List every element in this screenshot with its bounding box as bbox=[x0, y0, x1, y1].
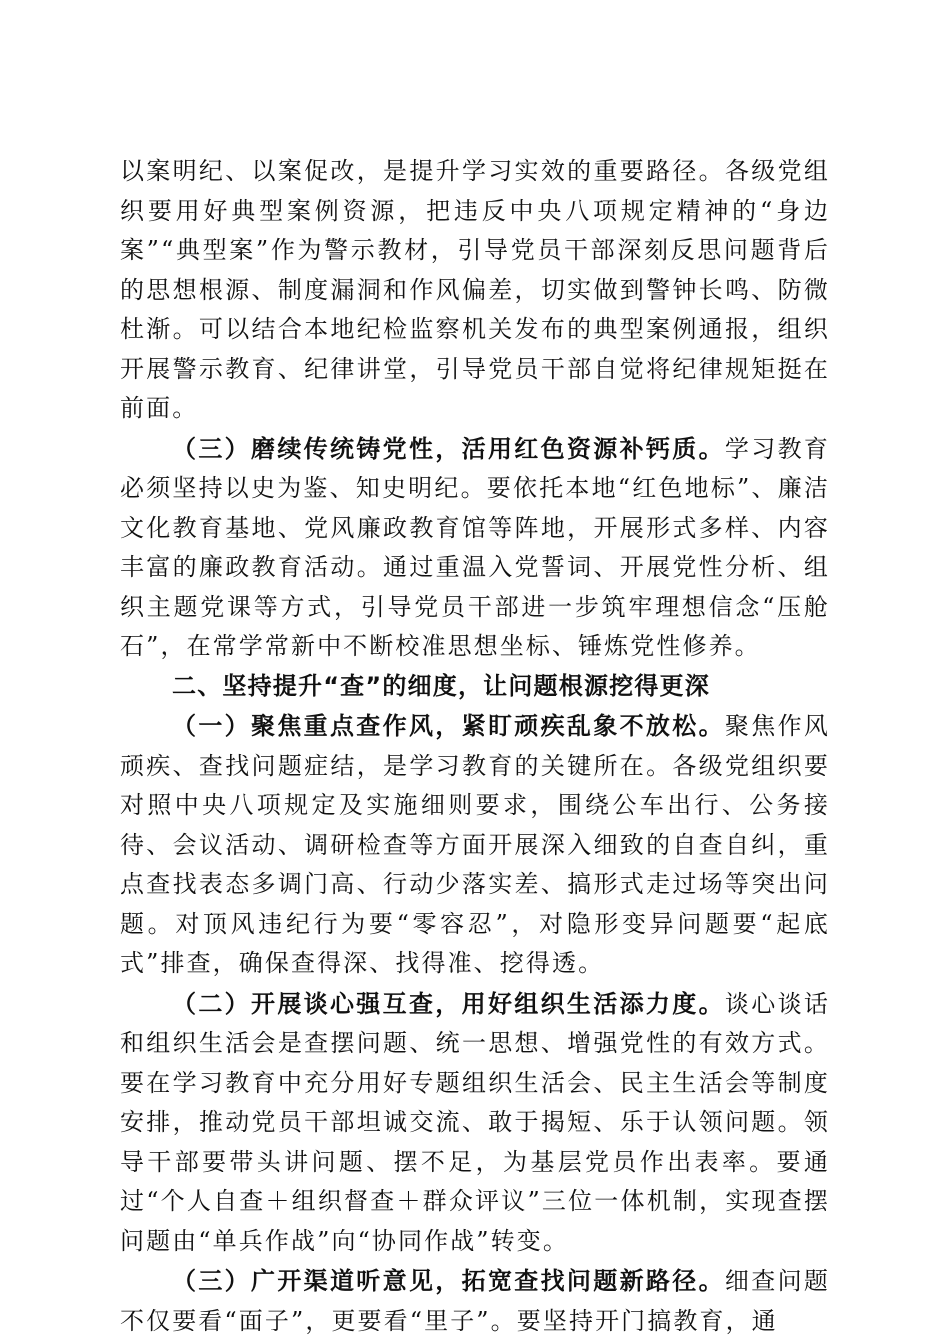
paragraph-heart-to-heart bbox=[120, 984, 830, 1262]
section-heading: 二、坚持提升“查”的细度，让问题根源挖得更深 bbox=[172, 671, 710, 700]
paragraph-lead: （一）聚焦重点查作风，紧盯顽疾乱象不放松。 bbox=[172, 711, 725, 740]
paragraph-text: 细查问题不仅要看“面子”，更要看“里子”。要坚持开门搞教育，通 bbox=[120, 1267, 830, 1335]
paragraph-text: 学习教育必须坚持以史为鉴、知史明纪。要依托本地“红色地标”、廉洁文化教育基地、党风廉政教育馆等阵地，开展形式多样、内容丰富的廉政教育活动。通过重温入党誓词、开展党性分析、组织主题党课等方式，引导党员干部进一步筑牢理想信念“压舱石”，在常学常新中不断校准思想坐标、锤炼党性修养。 bbox=[120, 434, 830, 660]
paragraph-case-warning bbox=[120, 152, 830, 429]
paragraph-text: 以案明纪、以案促改，是提升学习实效的重要路径。各级党组织要用好典型案例资源，把违反中央八项规定精神的“身边案”“典型案”作为警示教材，引导党员干部深刻反思问题背后的思想根源、制度漏洞和作风偏差，切实做到警钟长鸣、防微杜渐。可以结合本地纪检监察机关发布的典型案例通报，组织开展警示教育、纪律讲堂，引导党员干部自觉将纪律规矩挺在前面。 bbox=[120, 157, 830, 422]
paragraph-lead: （三）广开渠道听意见，拓宽查找问题新路径。 bbox=[172, 1266, 725, 1295]
paragraph-lead: （三）磨续传统铸党性，活用红色资源补钙质。 bbox=[172, 433, 725, 463]
paragraph-red-resources bbox=[120, 429, 830, 667]
paragraph-focus-style bbox=[120, 706, 830, 984]
paragraph-open-channels bbox=[120, 1261, 830, 1341]
paragraph-text: 聚焦作风顽疾、查找问题症结，是学习教育的关键所在。各级党组织要对照中央八项规定及实施细则要求，围绕公车出行、公务接待、会议活动、调研检查等方面开展深入细致的自查自纠，重点查找表态多调门高、行动少落实差、搞形式走过场等突出问题。对顶风违纪行为要“零容忍”，对隐形变异问题要“起底式”排查，确保查得深、找得准、挖得透。 bbox=[120, 712, 830, 977]
document-body bbox=[120, 152, 830, 1341]
paragraph-text: 谈心谈话和组织生活会是查摆问题、统一思想、增强党性的有效方式。要在学习教育中充分用好专题组织生活会、民主生活会等制度安排，推动党员干部坦诚交流、敢于揭短、乐于认领问题。领导干部要带头讲问题、摆不足，为基层党员作出表率。要通过“个人自查＋组织督查＋群众评议”三位一体机制，实现查摆问题由“单兵作战”向“协同作战”转变。 bbox=[120, 989, 830, 1255]
paragraph-lead: （二）开展谈心强互查，用好组织生活添力度。 bbox=[172, 988, 725, 1018]
